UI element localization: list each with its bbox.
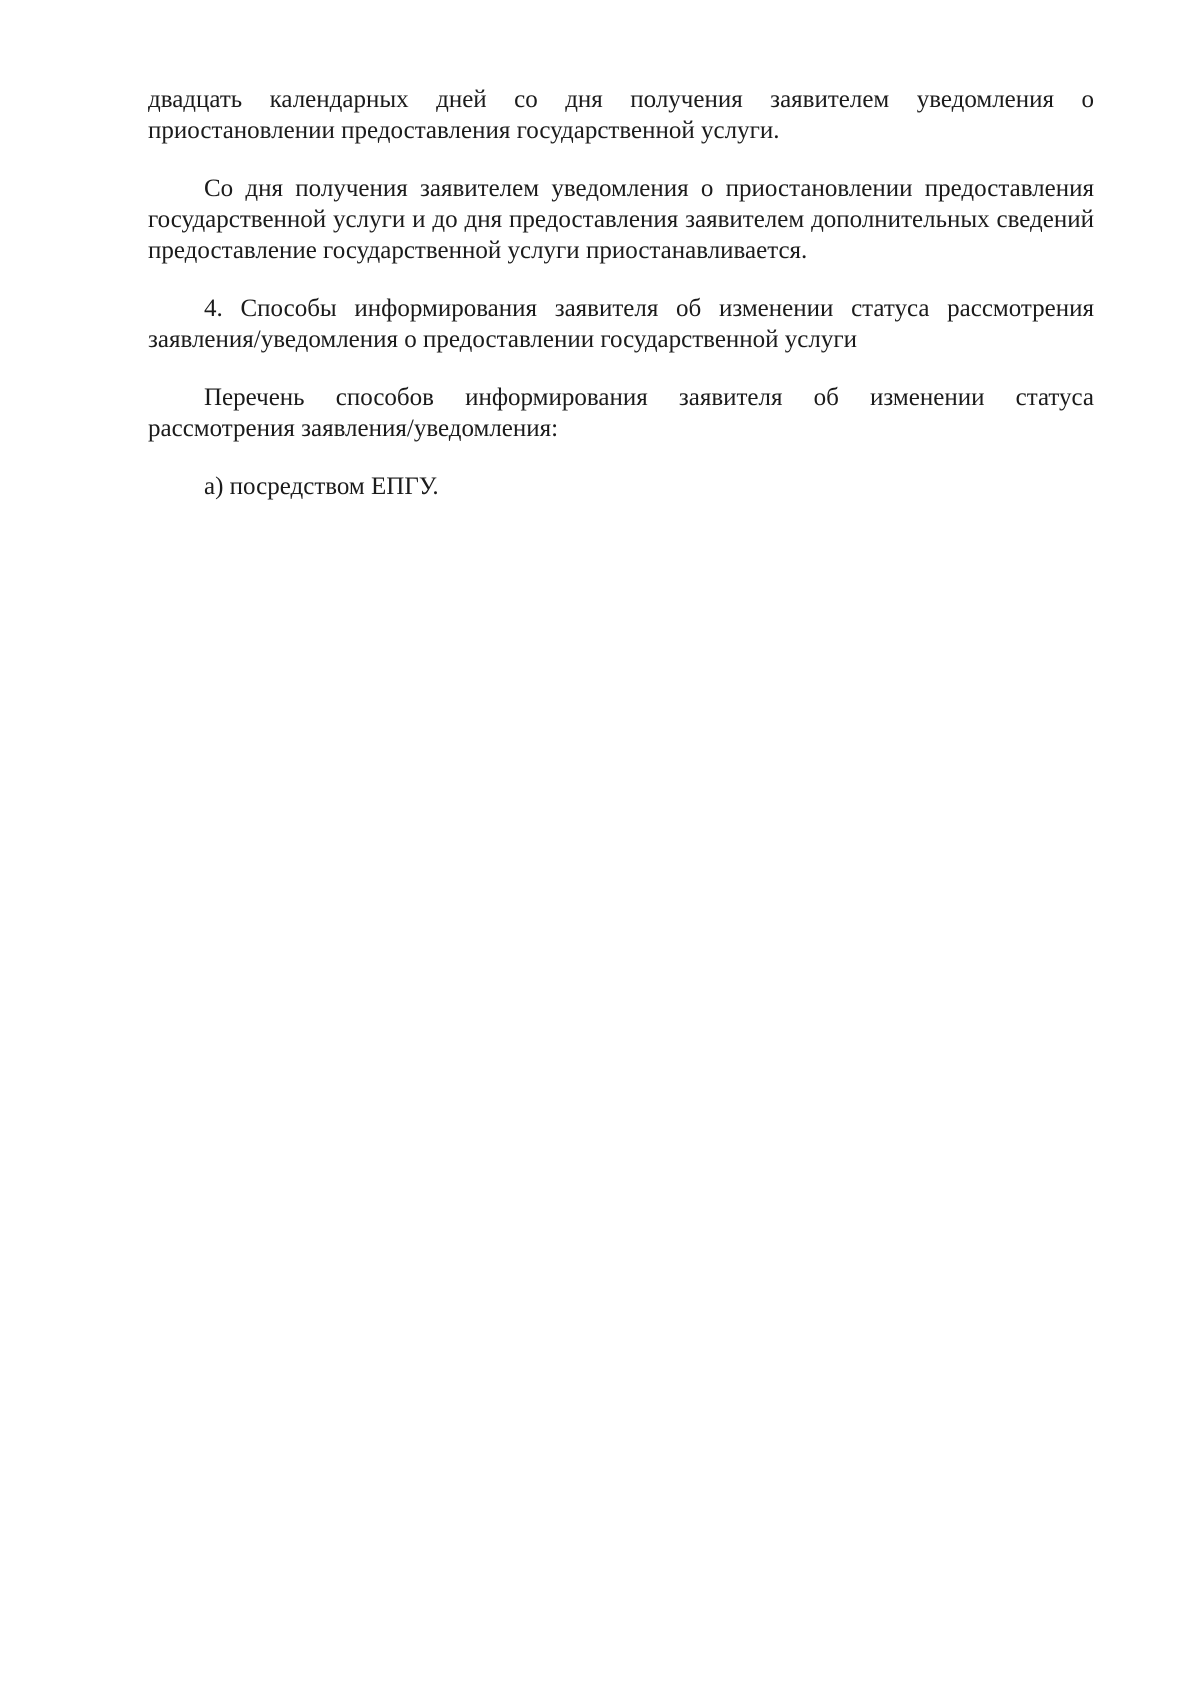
paragraph-methods-list-intro: Перечень способов информирования заявителя об изменении статуса рассмотрения заявления/уведомления: <box>148 384 1094 442</box>
paragraph-suspension: Со дня получения заявителем уведомления о приостановлении предоставления государственной услуги и до дня предоставления заявителем дополнительных сведений предоставление государственной услуги приостанавливается. <box>148 175 1094 264</box>
list-item-a: а) посредством ЕПГУ. <box>204 473 439 500</box>
paragraph-continuation: двадцать календарных дней со дня получения заявителем уведомления о приостановлении предоставления государственной услуги. <box>148 86 1094 144</box>
section-heading-4: 4. Способы информирования заявителя об изменении статуса рассмотрения заявления/уведомления о предоставлении государственной услуги <box>148 295 1094 353</box>
document-body <box>148 84 1094 529</box>
